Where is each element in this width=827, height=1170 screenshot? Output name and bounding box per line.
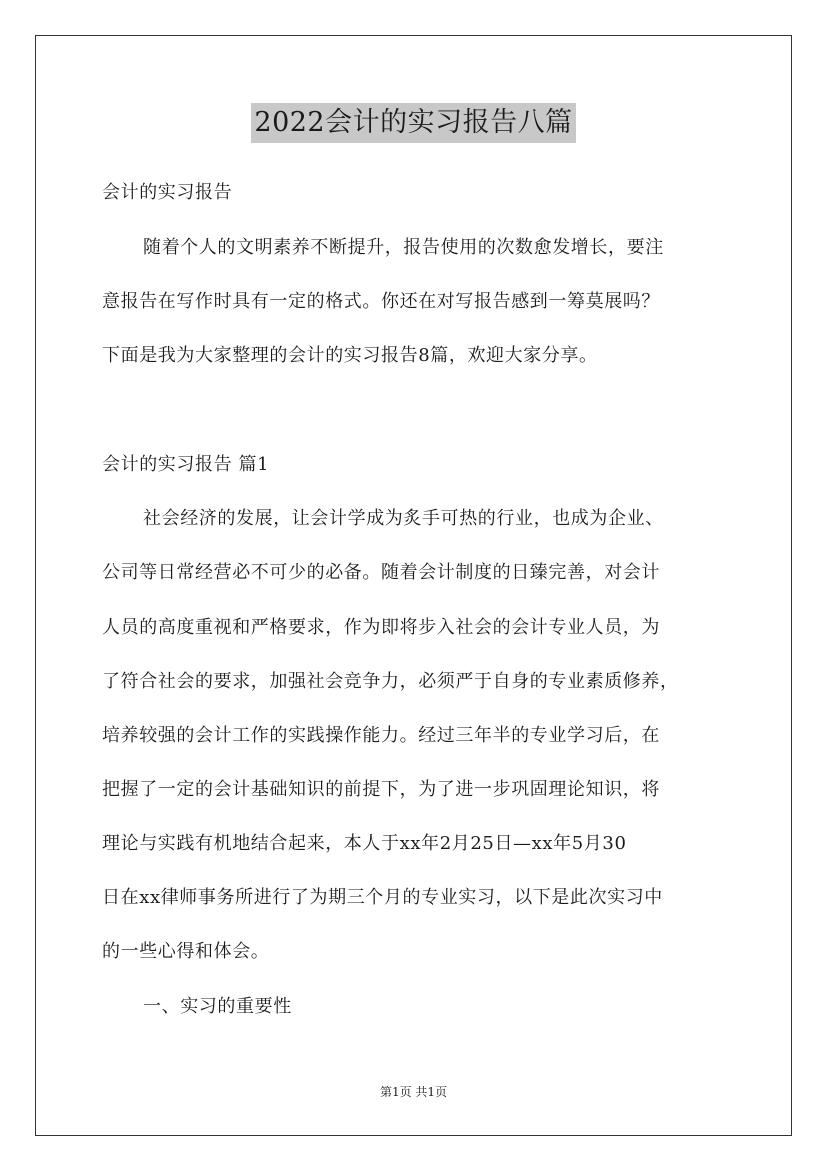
intro-line-2: 意报告在写作时具有一定的格式。你还在对写报告感到一筹莫展吗？: [102, 291, 660, 312]
document-title: 2022会计的实习报告八篇: [251, 103, 575, 143]
intro-line-3: 下面是我为大家整理的会计的实习报告8篇，欢迎大家分享。: [102, 345, 598, 366]
section-line-4: 了符合社会的要求，加强社会竞争力，必须严于自身的专业素质修养，: [102, 671, 679, 692]
report-heading: 会计的实习报告: [102, 182, 233, 203]
section-heading: 会计的实习报告 篇1: [102, 454, 270, 475]
page-footer: 第1页 共1页: [379, 1085, 448, 1099]
section-line-1: 社会经济的发展，让会计学成为炙手可热的行业，也成为企业、: [143, 508, 664, 529]
section-line-6: 把握了一定的会计基础知识的前提下，为了进一步巩固理论知识，将: [102, 779, 660, 800]
section-line-8: 日在xx律师事务所进行了为期三个月的专业实习，以下是此次实习中: [102, 887, 663, 908]
title-container: [0, 103, 827, 143]
section-line-3: 人员的高度重视和严格要求，作为即将步入社会的会计专业人员，为: [102, 617, 660, 638]
section-line-7: 理论与实践有机地结合起来，本人于xx年2月25日—xx年5月30: [102, 833, 627, 854]
section-line-2: 公司等日常经营必不可少的必备。随着会计制度的日臻完善，对会计: [102, 562, 660, 583]
intro-line-1: 随着个人的文明素养不断提升，报告使用的次数愈发增长，要注: [143, 237, 664, 258]
section-line-9: 的一些心得和体会。: [102, 941, 270, 962]
section-line-5: 培养较强的会计工作的实践操作能力。经过三年半的专业学习后，在: [102, 725, 660, 746]
subheading: 一、实习的重要性: [143, 996, 292, 1017]
